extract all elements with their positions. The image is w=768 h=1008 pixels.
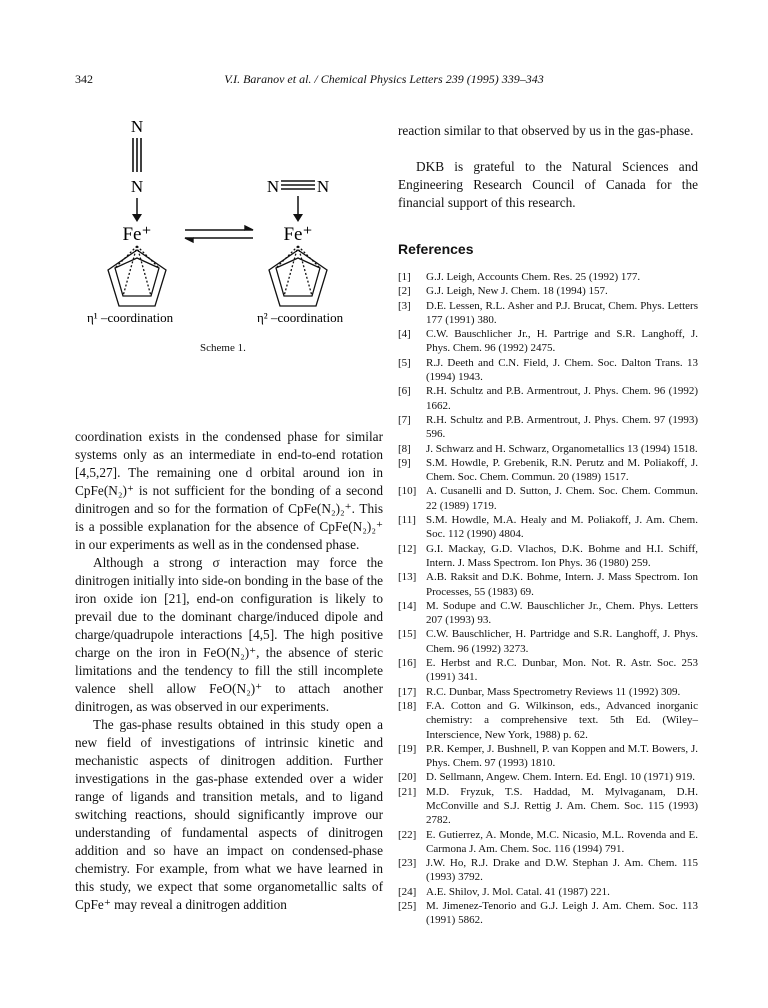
reference-number: [16]: [398, 657, 417, 670]
reference-item: [398, 270, 698, 284]
reference-item: [398, 327, 698, 356]
reference-number: [6]: [398, 385, 411, 398]
reference-item: [398, 413, 698, 442]
reference-item: [398, 542, 698, 571]
equilibrium-arrows: [185, 226, 253, 242]
reference-item: [398, 456, 698, 485]
reference-number: [9]: [398, 456, 411, 469]
reference-number: [12]: [398, 542, 417, 555]
reference-text: R.J. Deeth and C.N. Field, J. Chem. Soc. Dalton Trans. 13 (1994) 1943.: [426, 356, 698, 384]
right-fe-plus: Fe⁺: [283, 224, 313, 245]
page-number: 342: [75, 72, 93, 86]
reference-number: [1]: [398, 271, 411, 283]
acknowledgement-paragraph: DKB is grateful to the Natural Sciences and Engineering Research Council of Canada for the financial support of this research.: [398, 159, 698, 210]
reference-text: J.W. Ho, R.J. Drake and D.W. Stephan J. Am. Chem. 115 (1993) 3792.: [426, 857, 698, 884]
left-cp-ring: [108, 246, 166, 306]
reference-text: S.M. Howdle, M.A. Healy and M. Poliakoff, J. Am. Chem. Soc. 112 (1990) 4804.: [426, 514, 698, 541]
right-cp-ring: [269, 246, 327, 306]
reference-text: G.I. Mackay, G.D. Vlachos, D.K. Bohme and H.I. Schiff, Intern. J. Mass Spectrom. Ion Phys. 36 (1980) 259.: [426, 542, 698, 569]
body-paragraph-1: coordination exists in the condensed phase for similar systems only as an intermediate in end-to-end rotation [4,5,27]. The remaining one d orbital around ion in CpFe(N₂)⁺ is not sufficient for the bonding of a second dinitrogen and so for the formation of CpFe(N₂)₂⁺. This is a possible explanation for the absence of CpFe(N₂)₂⁺ in our experiments as well as in the condensed phase.: [75, 429, 383, 552]
reference-text: A.E. Shilov, J. Mol. Catal. 41 (1987) 221.: [426, 885, 610, 898]
reference-text: S.M. Howdle, P. Grebenik, R.N. Perutz and M. Poliakoff, J. Chem. Soc. Chem. Commun. 20 (1989) 1517.: [426, 456, 698, 484]
reference-list: [398, 270, 698, 928]
reference-number: [4]: [398, 328, 411, 341]
left-top-n-atom: N: [130, 117, 144, 136]
reference-number: [11]: [398, 514, 416, 527]
reference-number: [23]: [398, 857, 417, 870]
reference-number: [19]: [398, 742, 417, 755]
reference-item: [398, 770, 698, 784]
reference-text: A. Cusanelli and D. Sutton, J. Chem. Soc. Chem. Commun. 22 (1989) 1719.: [426, 485, 698, 512]
reference-text: D. Sellmann, Angew. Chem. Intern. Ed. Engl. 10 (1971) 919.: [426, 771, 696, 784]
reference-item: [398, 599, 698, 628]
scheme-1-figure: [75, 100, 385, 370]
reference-number: [24]: [398, 885, 417, 898]
reference-item: [398, 513, 698, 542]
reference-item: [398, 885, 698, 899]
reference-item: [398, 284, 698, 298]
right-column: [398, 122, 698, 928]
reference-item: [398, 785, 698, 828]
body-paragraph-2: Although a strong σ interaction may force the dinitrogen initially into side-on bonding in the base of the iron oxide ion [21], end-on configuration is likely to prevail due to the dominant charge/induced dipole and charge/quadrupole interactions [4,5]. The high positive charge on the iron in FeO(N₂)⁺, the absence of steric limitations and the tendency to fill the still incomplete valence shell allow FeO(N₂)⁺ to attach another dinitrogen, as was observed in our experiments.: [75, 555, 383, 714]
reference-number: [8]: [398, 442, 411, 455]
reference-text: J. Schwarz and H. Schwarz, Organometallics 13 (1994) 1518.: [426, 442, 698, 455]
reference-item: [398, 484, 698, 513]
reference-item: [398, 899, 698, 928]
reference-text: M.D. Fryzuk, T.S. Haddad, M. Mylvaganam, D.H. McConville and S.J. Rettig J. Am. Chem. Soc. 115 (1993) 2782.: [426, 785, 698, 827]
right-coordination-label: η² –coordination: [257, 310, 344, 325]
reference-text: R.H. Schultz and P.B. Armentrout, J. Phys. Chem. 96 (1992) 1662.: [426, 385, 698, 412]
reference-item: [398, 828, 698, 857]
reference-item: [398, 627, 698, 656]
reference-text: A.B. Raksit and D.K. Bohme, Intern. J. Mass Spectrom. Ion Processes, 55 (1983) 69.: [426, 571, 698, 598]
reference-text: R.H. Schultz and P.B. Armentrout, J. Phys. Chem. 97 (1993) 596.: [426, 413, 698, 441]
reference-text: G.J. Leigh, Accounts Chem. Res. 25 (1992) 177.: [426, 271, 641, 283]
left-fe-plus: Fe⁺: [122, 224, 152, 245]
running-title: V.I. Baranov et al. / Chemical Physics Letters 239 (1995) 339–343: [224, 72, 544, 86]
reference-number: [14]: [398, 599, 417, 612]
continuation-paragraph: reaction similar to that observed by us in the gas-phase.: [398, 123, 694, 138]
reference-item: [398, 299, 698, 328]
reference-text: R.C. Dunbar, Mass Spectrometry Reviews 11 (1992) 309.: [426, 685, 681, 698]
reference-item: [398, 384, 698, 413]
reference-text: P.R. Kemper, J. Bushnell, P. van Koppen and M.T. Bowers, J. Phys. Chem. 97 (1993) 1810.: [426, 742, 698, 770]
references-heading: References: [398, 241, 474, 257]
reference-item: [398, 856, 698, 885]
reference-text: E. Herbst and R.C. Dunbar, Mon. Not. R. Astr. Soc. 253 (1991) 341.: [426, 657, 698, 684]
reference-item: [398, 356, 698, 385]
reference-item: [398, 742, 698, 771]
left-bottom-n-atom: N: [130, 177, 144, 196]
left-column: [75, 428, 383, 914]
reference-text: E. Gutierrez, A. Monde, M.C. Nicasio, M.L. Rovenda and E. Carmona J. Am. Chem. Soc. 116 (1994) 791.: [426, 828, 698, 855]
reference-number: [17]: [398, 685, 417, 698]
reference-text: M. Sodupe and C.W. Bauschlicher Jr., Chem. Phys. Letters 207 (1993) 93.: [426, 599, 698, 627]
right-n-atom-right: N: [316, 177, 330, 196]
reference-number: [7]: [398, 413, 411, 426]
reference-number: [15]: [398, 628, 417, 641]
reference-number: [3]: [398, 299, 411, 312]
reference-number: [20]: [398, 771, 417, 784]
reference-number: [10]: [398, 485, 417, 498]
reference-text: G.J. Leigh, New J. Chem. 18 (1994) 157.: [426, 285, 608, 298]
left-coordination-label: η¹ –coordination: [87, 310, 174, 325]
reference-number: [5]: [398, 356, 411, 369]
reference-item: [398, 570, 698, 599]
body-paragraph-3: The gas-phase results obtained in this study open a new field of investigations of intrinsic kinetic and mechanistic aspects of dinitrogen addition. Further investigations in the gas-phase extended over a wider range of ligands and transition metals, and to ligand switching reactions, should significantly improve our understanding of fundamental aspects of dinitrogen addition and so have an impact on condensed-phase chemistry. For example, from what we have learned in this study, we expect that some organometallic salts of CpFe⁺ may reveal a dinitrogen addition: [75, 717, 383, 912]
reference-number: [2]: [398, 285, 411, 298]
reference-text: F.A. Cotton and G. Wilkinson, eds., Advanced inorganic chemistry: a comprehensive text. 5th Ed. (Wiley–Interscience, New York, 1988) p. 62.: [426, 699, 698, 741]
scheme-caption: Scheme 1.: [200, 342, 246, 354]
reference-number: [13]: [398, 571, 417, 584]
reference-item: [398, 685, 698, 699]
right-n-atom-left: N: [266, 177, 280, 196]
reference-text: M. Jimenez-Tenorio and G.J. Leigh J. Am. Chem. Soc. 113 (1991) 5862.: [426, 900, 698, 927]
reference-item: [398, 656, 698, 685]
reference-text: D.E. Lessen, R.L. Asher and P.J. Brucat, Chem. Phys. Letters 177 (1991) 380.: [426, 299, 698, 326]
reference-number: [21]: [398, 785, 417, 798]
reference-text: C.W. Bauschlicher, H. Partridge and S.R. Langhoff, J. Phys. Chem. 96 (1992) 3273.: [426, 628, 698, 655]
reference-number: [18]: [398, 699, 417, 712]
reference-number: [22]: [398, 828, 417, 841]
reference-number: [25]: [398, 900, 417, 913]
reference-text: C.W. Bauschlicher Jr., H. Partrige and S.R. Langhoff, J. Phys. Chem. 96 (1992) 2475.: [426, 328, 698, 355]
reference-item: [398, 442, 698, 456]
reference-item: [398, 699, 698, 742]
